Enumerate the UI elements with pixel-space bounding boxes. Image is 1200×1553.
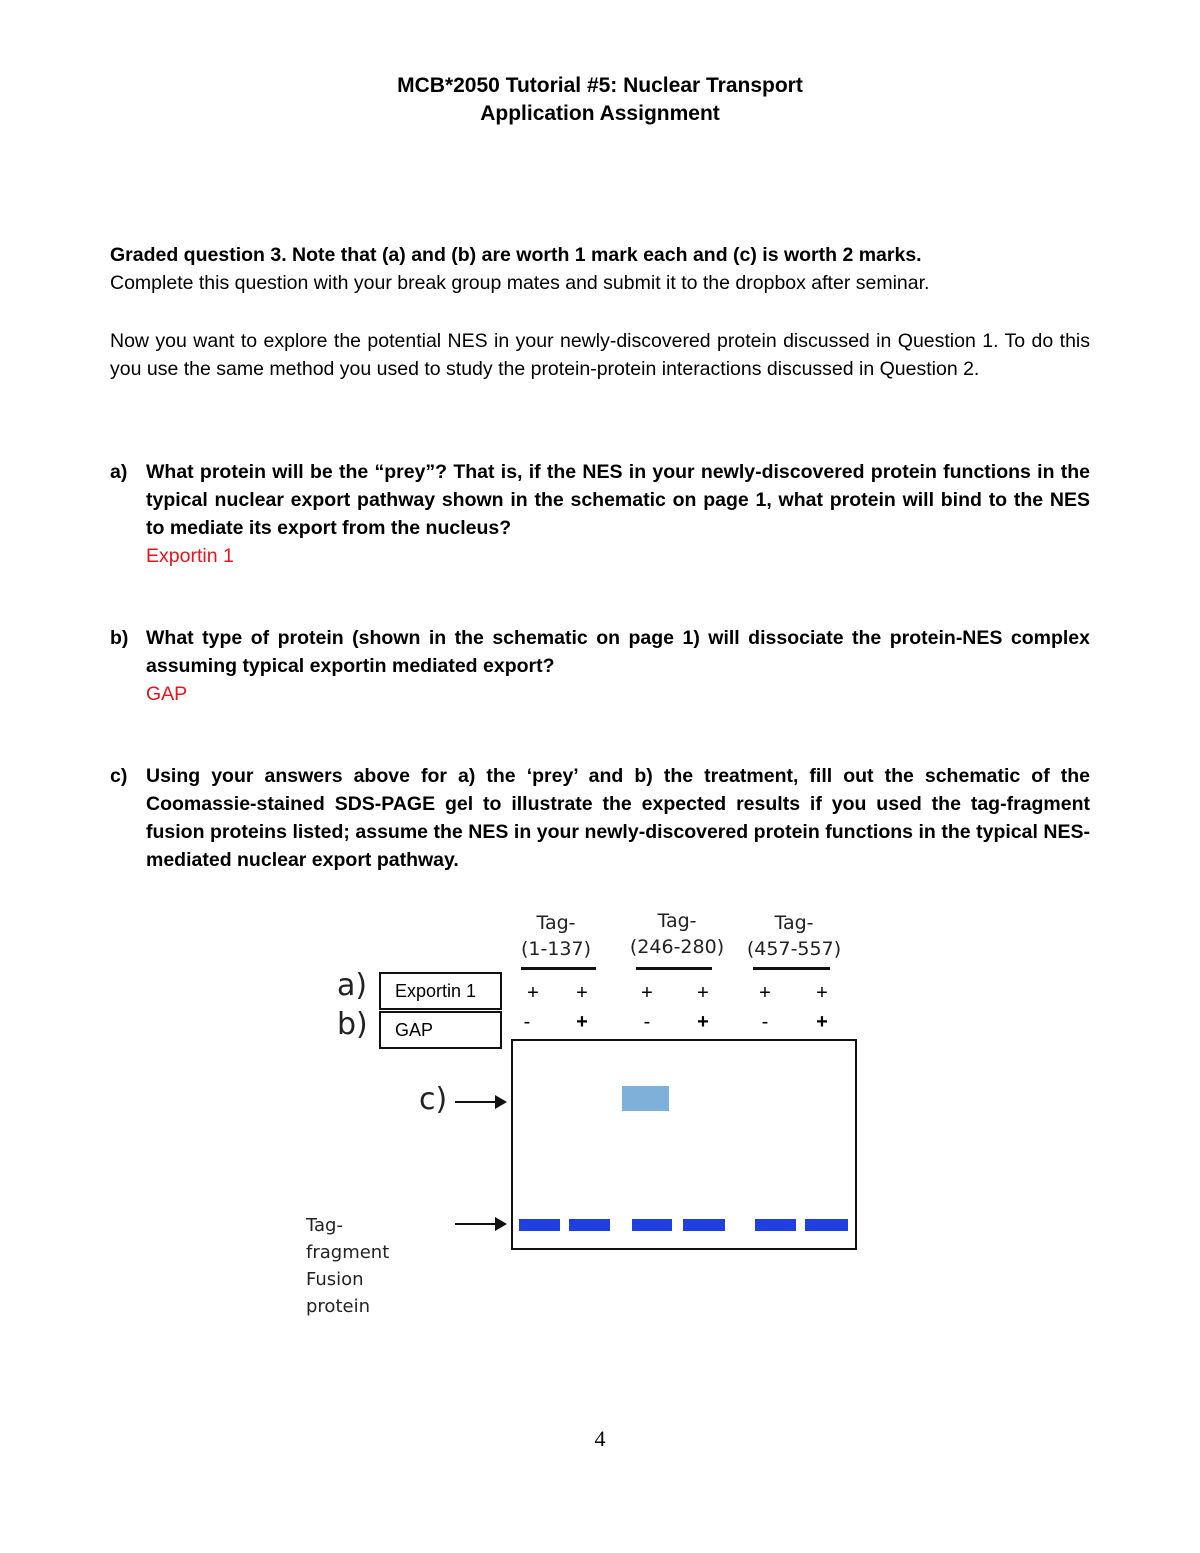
group-header-1-line2: (1-137) [520, 938, 592, 960]
row-b-letter: b) [337, 1007, 368, 1042]
group-underline-2 [636, 967, 712, 970]
document-subtitle: Application Assignment [480, 102, 720, 125]
row-c-arrow-icon [455, 1101, 505, 1103]
fusion-label-line1: Tag-fragment [306, 1215, 390, 1263]
group-underline-1 [521, 967, 596, 970]
group-header-3-line1: Tag- [774, 912, 814, 934]
row-c-letter: c) [419, 1082, 448, 1117]
sign-a-1: + [527, 982, 539, 1004]
fusion-band-lane-4 [683, 1219, 725, 1231]
title-block [0, 72, 1200, 128]
question-b-answer: GAP [146, 683, 188, 705]
gap-label: GAP [395, 1019, 434, 1040]
graded-question-heading: Graded question 3. Note that (a) and (b) are worth 1 mark each and (c) is worth 2 marks. [110, 244, 922, 266]
sign-b-2: + [576, 1011, 588, 1033]
question-a [110, 458, 1090, 570]
instruction-text: Complete this question with your break group mates and submit it to the dropbox after seminar. [110, 272, 930, 294]
group-header-3-line2: (457-557) [746, 938, 842, 960]
sign-a-2: + [576, 982, 588, 1004]
sign-a-5: + [759, 982, 771, 1004]
document-title: MCB*2050 Tutorial #5: Nuclear Transport [397, 74, 803, 97]
question-c [110, 762, 1090, 874]
fusion-band-lane-3 [632, 1219, 672, 1231]
question-c-text: Using your answers above for a) the ‘prey’ and b) the treatment, fill out the schematic of the Coomassie-stained SDS-PAGE gel to illustrate the expected results if you used the tag-fragment fusion proteins listed; assume the NES in your newly-discovered protein functions in the typical NES-mediated nuclear export pathway. [146, 765, 1090, 871]
row-a-letter: a) [337, 968, 368, 1003]
group-header-2-line1: Tag- [657, 910, 697, 932]
sign-b-4: + [697, 1011, 709, 1033]
gel-box [511, 1039, 857, 1250]
fusion-label-line2: Fusion protein [306, 1269, 370, 1317]
question-a-answer: Exportin 1 [146, 545, 234, 567]
sign-b-6: + [816, 1011, 828, 1033]
fusion-band-lane-2 [569, 1219, 610, 1231]
fusion-arrow-icon [455, 1223, 505, 1225]
question-a-label: a) [110, 461, 128, 483]
question-b [110, 624, 1090, 708]
gap-box [379, 1011, 502, 1049]
group-header-2-line2: (246-280) [629, 936, 725, 958]
question-a-text: What protein will be the “prey”? That is, if the NES in your newly-discovered protein functions in the typical nuclear export pathway shown in the schematic on page 1, what protein will bind to the NES to mediate its export from the nucleus? [146, 461, 1090, 539]
group-underline-3 [753, 967, 830, 970]
upper-band-lane-3 [622, 1086, 669, 1111]
fusion-band-lane-1 [519, 1219, 560, 1231]
sign-a-6: + [816, 982, 828, 1004]
group-header-1 [496, 910, 616, 962]
question-c-label: c) [110, 765, 128, 787]
fusion-band-lane-6 [805, 1219, 848, 1231]
sign-a-3: + [641, 982, 653, 1004]
context-paragraph: Now you want to explore the potential NES in your newly-discovered protein discussed in Question 1. To do this you use the same method you used to study the protein-protein interactions discussed in Question 2. [110, 330, 1090, 380]
group-header-1-line1: Tag- [536, 912, 576, 934]
page-number: 4 [594, 1426, 606, 1451]
group-header-2 [617, 908, 737, 960]
sign-b-1: - [523, 1011, 531, 1033]
exportin-box [379, 972, 502, 1010]
fusion-band-lane-5 [755, 1219, 796, 1231]
sign-b-3: - [643, 1011, 651, 1033]
fusion-label [306, 1212, 389, 1320]
sign-b-5: - [761, 1011, 769, 1033]
question-b-label: b) [110, 627, 129, 649]
group-header-3 [734, 910, 854, 962]
exportin-label: Exportin 1 [395, 980, 477, 1001]
sign-a-4: + [697, 982, 709, 1004]
question-b-text: What type of protein (shown in the schematic on page 1) will dissociate the protein-NES complex assuming typical exportin mediated export? [146, 627, 1090, 677]
